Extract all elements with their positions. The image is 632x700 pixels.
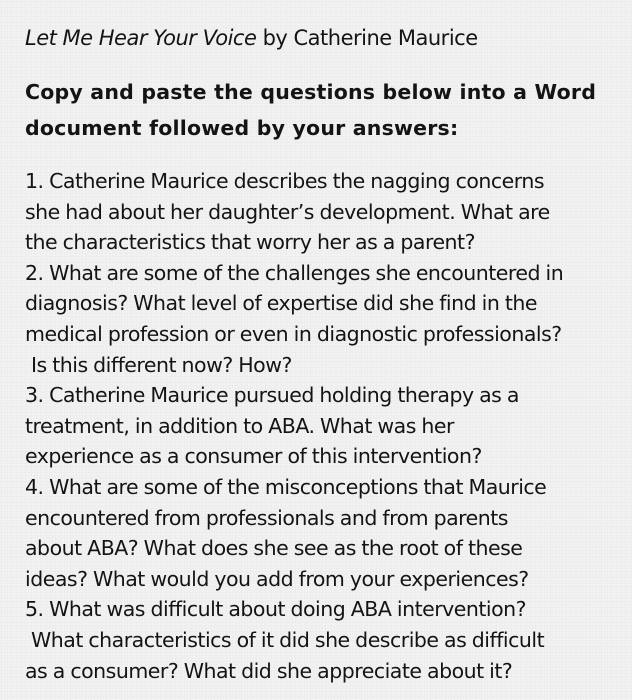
question-line: Is this different now? How? [31, 352, 292, 377]
question-line: as a consumer? What did she appreciate about it? [25, 658, 513, 683]
question-line: she had about her daughter’s development. What are [25, 199, 550, 224]
book-title: Let Me Hear Your Voice [25, 26, 257, 50]
question-line: 1. Catherine Maurice describes the nagging concerns [25, 169, 545, 193]
question-line: treatment, in addition to ABA. What was her [25, 413, 454, 438]
question-line: encountered from professionals and from parents [25, 505, 508, 530]
question-line: the characteristics that worry her as a parent? [25, 230, 475, 255]
question-line: about ABA? What does she see as the root of these [25, 536, 523, 561]
question-2 [25, 258, 625, 380]
byline: by Catherine Maurice [256, 26, 478, 50]
question-line: 3. Catherine Maurice pursued holding therapy as a [25, 383, 519, 408]
question-line: medical profession or even in diagnostic professionals? [25, 321, 562, 346]
instructions-line: Copy and paste the questions below into a Word [25, 80, 597, 104]
question-line: experience as a consumer of this intervention? [25, 444, 482, 469]
question-line: diagnosis? What level of expertise did she find in the [25, 291, 537, 316]
instructions [25, 74, 625, 146]
question-5 [25, 594, 625, 686]
question-line: 4. What are some of the misconceptions that Maurice [25, 474, 547, 499]
question-line: What characteristics of it did she describe as difficult [31, 627, 545, 652]
instructions-line: document followed by your answers: [25, 116, 459, 140]
question-line: 5. What was difficult about doing ABA intervention? [25, 597, 527, 622]
question-line: ideas? What would you add from your experiences? [25, 566, 529, 591]
question-list [25, 166, 625, 686]
document-body [25, 22, 625, 686]
question-3 [25, 380, 625, 472]
document-title [25, 22, 625, 54]
question-4 [25, 472, 625, 594]
question-1 [25, 166, 625, 258]
question-line: 2. What are some of the challenges she encountered in [25, 260, 564, 285]
